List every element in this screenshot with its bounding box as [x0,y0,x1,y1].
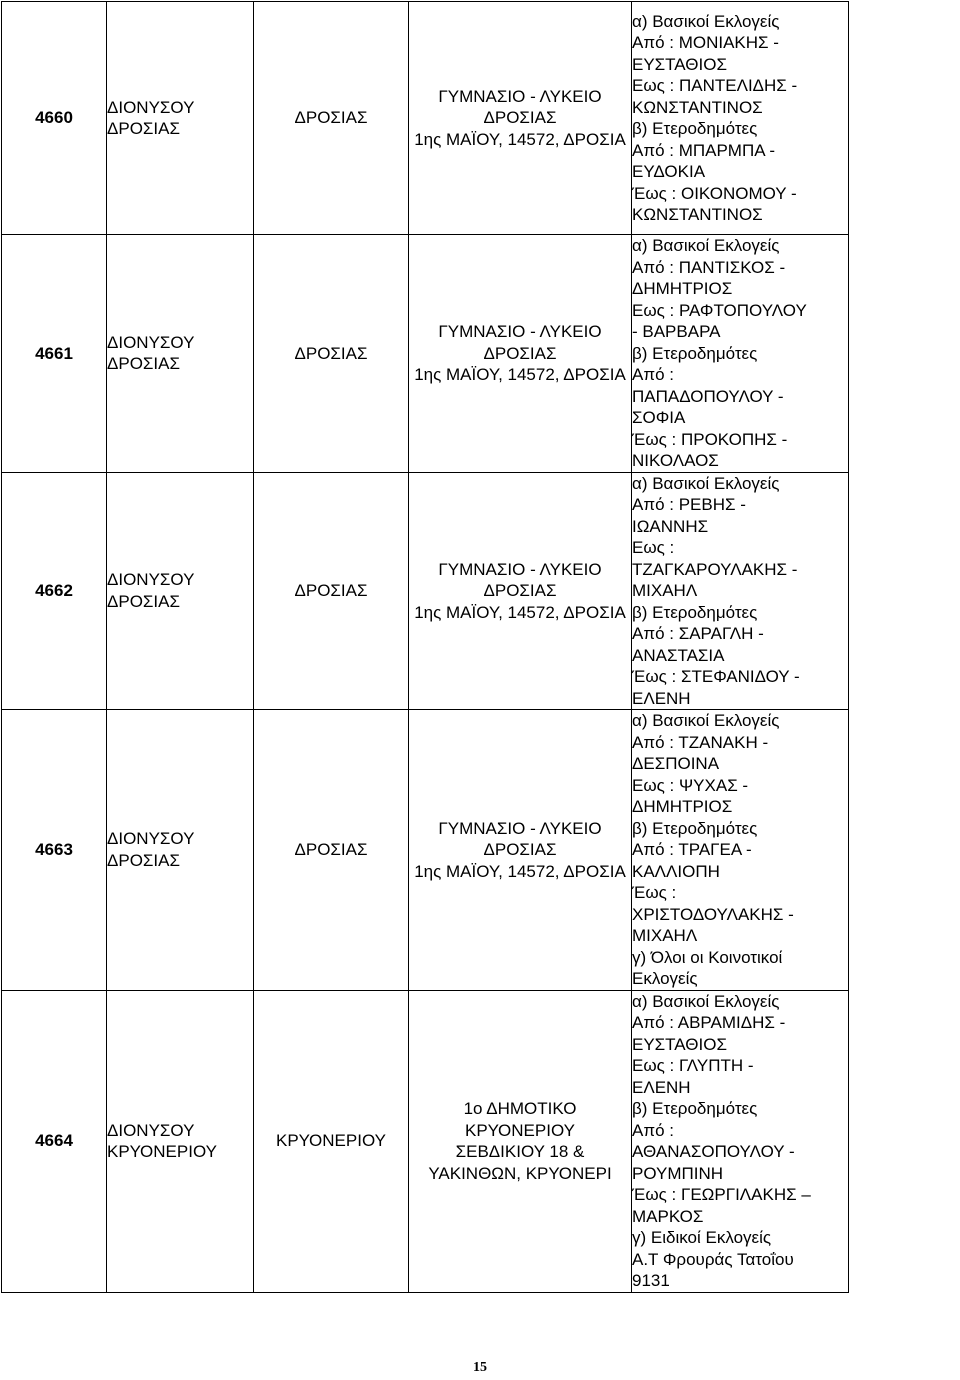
voters-range-line: ΜΑΡΚΟΣ [632,1206,704,1226]
district-cell: ΔΡΟΣΙΑΣ [254,710,409,991]
voters-range-line: ΑΝΑΣΤΑΣΙΑ [632,645,725,665]
voters-range-line: ΕΥΣΤΑΘΙΟΣ [632,1034,727,1054]
polling-place-line: ΚΡΥΟΝΕΡΙΟΥ [465,1120,575,1140]
polling-place-cell [409,2,632,235]
voters-range-line: α) Βασικοί Εκλογείς [632,473,780,493]
municipal-unit-line: ΚΡΥΟΝΕΡΙΟΥ [107,1142,217,1161]
voters-range-line: ΕΥΔΟΚΙΑ [632,162,706,181]
voters-range-line: α) Βασικοί Εκλογείς [632,236,780,255]
voters-range-line: ΕΛΕΝΗ [632,688,691,708]
polling-place-cell [409,710,632,991]
voters-range-line: ΠΑΠΑΔΟΠΟΥΛΟΥ - [632,386,784,406]
polling-place-line: 1ο ΔΗΜΟΤΙΚΟ [463,1099,577,1118]
voters-range-line: Εως : [632,538,675,557]
polling-place-line: 1ης ΜΑΪΟΥ, 14572, ΔΡΟΣΙΑ [414,861,626,881]
voters-range-line: ΔΗΜΗΤΡΙΟΣ [632,797,733,816]
polling-place-line: ΔΡΟΣΙΑΣ [483,108,557,128]
voters-range-line: β) Ετεροδημότες [632,818,758,838]
municipal-unit-line: ΔΙΟΝΥΣΟΥ [107,570,195,590]
voters-range-line: ΑΘΑΝΑΣΟΠΟΥΛΟΥ - [632,1142,795,1161]
voters-range-cell [632,472,849,710]
polling-place-line: ΔΡΟΣΙΑΣ [483,581,557,600]
voters-range-line: ΔΗΜΗΤΡΙΟΣ [632,279,733,298]
polling-place-cell [409,472,632,710]
voters-range-line: Α.Τ Φρουράς Τατοΐου [632,1249,794,1269]
voters-range-line: Εως : ΓΛΥΠΤΗ - [632,1056,754,1075]
voters-range-line: ΜΙΧΑΗΛ [632,581,698,600]
voters-range-line: Από : ΣΑΡΑΓΛΗ - [632,624,764,643]
polling-place-line: ΓΥΜΝΑΣΙΟ - ΛΥΚΕΙΟ [438,322,602,341]
table-row [2,472,849,710]
polling-place-cell [409,990,632,1292]
voters-range-line: Από : ΤΖΑΝΑΚΗ - [632,732,769,752]
polling-place-line: ΓΥΜΝΑΣΙΟ - ΛΥΚΕΙΟ [438,559,602,579]
polling-place-line: ΔΡΟΣΙΑΣ [483,840,557,859]
voters-range-line: Από : ΑΒΡΑΜΙΔΗΣ - [632,1013,786,1032]
voters-range-line: γ) Όλοι οι Κοινοτικοί [632,947,783,967]
voters-range-line: α) Βασικοί Εκλογείς [632,991,780,1011]
voters-range-line: ΡΟΥΜΠΙΝΗ [632,1163,724,1183]
voters-range-line: ΚΩΝΣΤΑΝΤΙΝΟΣ [632,97,763,117]
table-body [2,2,849,1293]
station-number: 4663 [2,710,107,991]
municipal-unit-cell [107,710,254,991]
voters-range-cell [632,235,849,473]
voters-range-line: ΕΛΕΝΗ [632,1077,691,1097]
voters-range-line: ΧΡΙΣΤΟΔΟΥΛΑΚΗΣ - [632,904,794,924]
voters-range-cell [632,710,849,991]
table-row [2,2,849,235]
district-cell: ΔΡΟΣΙΑΣ [254,235,409,473]
municipal-unit-line: ΔΙΟΝΥΣΟΥ [107,332,195,352]
municipal-unit-line: ΔΡΟΣΙΑΣ [107,119,180,138]
voters-range-line: Από : ΜΠΑΡΜΠΑ - [632,140,776,160]
voters-range-line: - ΒΑΡΒΑΡΑ [632,322,721,341]
voters-range-line: ΤΖΑΓΚΑΡΟΥΛΑΚΗΣ - [632,559,798,579]
voters-range-line: β) Ετεροδημότες [632,119,758,138]
voters-range-line: ΣΟΦΙΑ [632,408,686,427]
page-number: 15 [473,1360,487,1375]
municipal-unit-cell [107,2,254,235]
voters-range-line: Από : ΜΟΝΙΑΚΗΣ - [632,33,779,52]
district-cell: ΚΡΥΟΝΕΡΙΟΥ [254,990,409,1292]
table-row [2,990,849,1292]
voters-range-line: Εως : ΠΑΝΤΕΛΙΔΗΣ - [632,76,798,95]
polling-place-cell [409,235,632,473]
station-number: 4664 [2,990,107,1292]
polling-place-line: ΓΥΜΝΑΣΙΟ - ΛΥΚΕΙΟ [438,86,602,106]
voters-range-line: ΚΩΝΣΤΑΝΤΙΝΟΣ [632,205,763,224]
table-row [2,235,849,473]
voters-range-line: Από : ΡΕΒΗΣ - [632,495,746,514]
voters-range-line: Από : [632,365,674,384]
voters-range-line: β) Ετεροδημότες [632,602,758,622]
polling-place-line: 1ης ΜΑΪΟΥ, 14572, ΔΡΟΣΙΑ [414,365,626,384]
municipal-unit-line: ΔΙΟΝΥΣΟΥ [107,829,195,849]
municipal-unit-line: ΔΡΟΣΙΑΣ [107,850,180,870]
voters-range-line: Εως : ΡΑΦΤΟΠΟΥΛΟΥ [632,300,807,320]
voters-range-line: β) Ετεροδημότες [632,1099,758,1118]
voters-range-line: Από : ΤΡΑΓΕΑ - [632,840,752,859]
polling-place-line: ΣΕΒΔΙΚΙΟΥ 18 & [455,1142,585,1161]
voters-range-cell [632,2,849,235]
voters-range-line: α) Βασικοί Εκλογείς [632,11,780,31]
voters-range-line: 9131 [632,1271,670,1290]
municipal-unit-line: ΔΡΟΣΙΑΣ [107,591,180,611]
voters-range-line: Από : [632,1120,674,1140]
municipal-unit-cell [107,990,254,1292]
voters-range-line: ΜΙΧΑΗΛ [632,926,698,945]
voters-range-line: α) Βασικοί Εκλογείς [632,711,780,730]
polling-place-line: 1ης ΜΑΪΟΥ, 14572, ΔΡΟΣΙΑ [414,602,626,622]
voters-range-line: ΙΩΑΝΝΗΣ [632,516,709,536]
polling-place-line: ΔΡΟΣΙΑΣ [483,343,557,363]
voters-range-cell [632,990,849,1292]
station-number: 4660 [2,2,107,235]
district-cell: ΔΡΟΣΙΑΣ [254,2,409,235]
polling-place-line: ΥΑΚΙΝΘΩΝ, ΚΡΥΟΝΕΡΙ [428,1163,612,1183]
voters-range-line: Έως : ΓΕΩΡΓΙΛΑΚΗΣ – [632,1185,811,1204]
voters-range-line: ΚΑΛΛΙΟΠΗ [632,861,720,881]
voters-range-line: Από : ΠΑΝΤΙΣΚΟΣ - [632,257,786,277]
municipal-unit-line: ΔΡΟΣΙΑΣ [107,354,180,374]
station-number: 4662 [2,472,107,710]
table-row [2,710,849,991]
voters-range-line: Έως : ΟΙΚΟΝΟΜΟΥ - [632,183,797,203]
municipal-unit-cell [107,235,254,473]
polling-place-line: ΓΥΜΝΑΣΙΟ - ΛΥΚΕΙΟ [438,818,602,838]
voters-range-line: Έως : ΣΤΕΦΑΝΙΔΟΥ - [632,667,800,686]
voters-range-line: ΕΥΣΤΑΘΙΟΣ [632,54,727,74]
municipal-unit-cell [107,472,254,710]
station-number: 4661 [2,235,107,473]
polling-place-line: 1ης ΜΑΪΟΥ, 14572, ΔΡΟΣΙΑ [414,129,626,149]
voters-range-line: Έως : ΠΡΟΚΟΠΗΣ - [632,429,788,449]
voters-range-line: Εως : ΨΥΧΑΣ - [632,775,749,795]
voters-range-line: Έως : [632,883,677,902]
municipal-unit-line: ΔΙΟΝΥΣΟΥ [107,1120,195,1140]
municipal-unit-line: ΔΙΟΝΥΣΟΥ [107,97,195,117]
voters-range-line: γ) Ειδικοί Εκλογείς [632,1228,772,1247]
polling-stations-table [1,1,849,1293]
voters-range-line: Εκλογείς [632,969,698,988]
voters-range-line: ΔΕΣΠΟΙΝΑ [632,754,720,773]
voters-range-line: β) Ετεροδημότες [632,343,758,363]
voters-range-line: ΝΙΚΟΛΑΟΣ [632,451,719,470]
district-cell: ΔΡΟΣΙΑΣ [254,472,409,710]
